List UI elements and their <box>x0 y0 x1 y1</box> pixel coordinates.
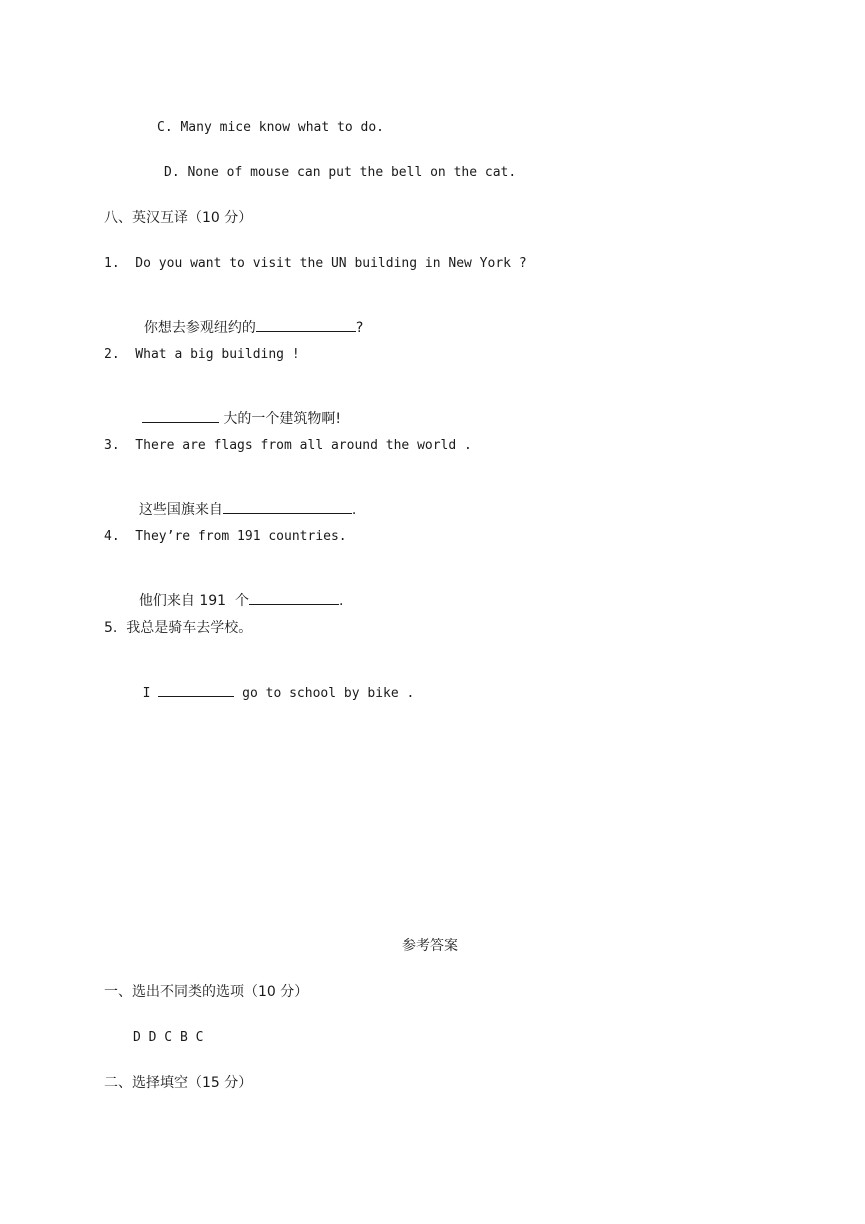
question-2-chinese <box>133 391 341 428</box>
option-c: C. Many mice know what to do. <box>157 120 384 135</box>
section-heading-translation: 八、英汉互译（10 分） <box>104 210 253 226</box>
question-3-chinese-text: 这些国旗来自 <box>138 502 223 518</box>
answer-blank-5[interactable] <box>158 683 234 697</box>
answer-section-1-heading: 一、选出不同类的选项（10 分） <box>104 984 309 1000</box>
question-4-chinese <box>130 573 343 610</box>
answer-section-1-values: D D C B C <box>133 1030 204 1045</box>
question-4-english: 4. They’re from 191 countries. <box>104 529 347 544</box>
question-5-english-end: go to school by bike . <box>234 686 415 701</box>
question-4-chinese-end: . <box>338 593 344 609</box>
question-5-english <box>127 665 414 703</box>
question-3-chinese <box>130 482 356 519</box>
answer-blank-2[interactable] <box>142 409 219 423</box>
answer-blank-1[interactable] <box>256 318 356 332</box>
answer-key-title: 参考答案 <box>402 938 458 954</box>
question-3-chinese-end: . <box>351 502 357 518</box>
question-2-english: 2. What a big building ! <box>104 347 300 362</box>
option-d: D. None of mouse can put the bell on the cat. <box>164 165 517 180</box>
question-1-chinese <box>135 300 363 337</box>
question-4-chinese-text: 他们来自 191 个 <box>138 593 249 609</box>
answer-blank-4[interactable] <box>249 591 339 605</box>
question-1-english: 1. Do you want to visit the UN building in New York ? <box>104 256 527 271</box>
answer-section-2-heading: 二、选择填空（15 分） <box>104 1075 253 1091</box>
question-2-chinese-end: 大的一个建筑物啊! <box>218 411 341 427</box>
question-1-chinese-text: 你想去参观纽约的 <box>143 320 256 336</box>
question-1-chinese-end: ? <box>355 320 364 336</box>
question-5-english-start: I <box>142 686 159 701</box>
question-3-english: 3. There are flags from all around the world . <box>104 438 472 453</box>
answer-blank-3[interactable] <box>223 500 352 514</box>
question-5-chinese: 5. 我总是骑车去学校。 <box>104 620 253 636</box>
